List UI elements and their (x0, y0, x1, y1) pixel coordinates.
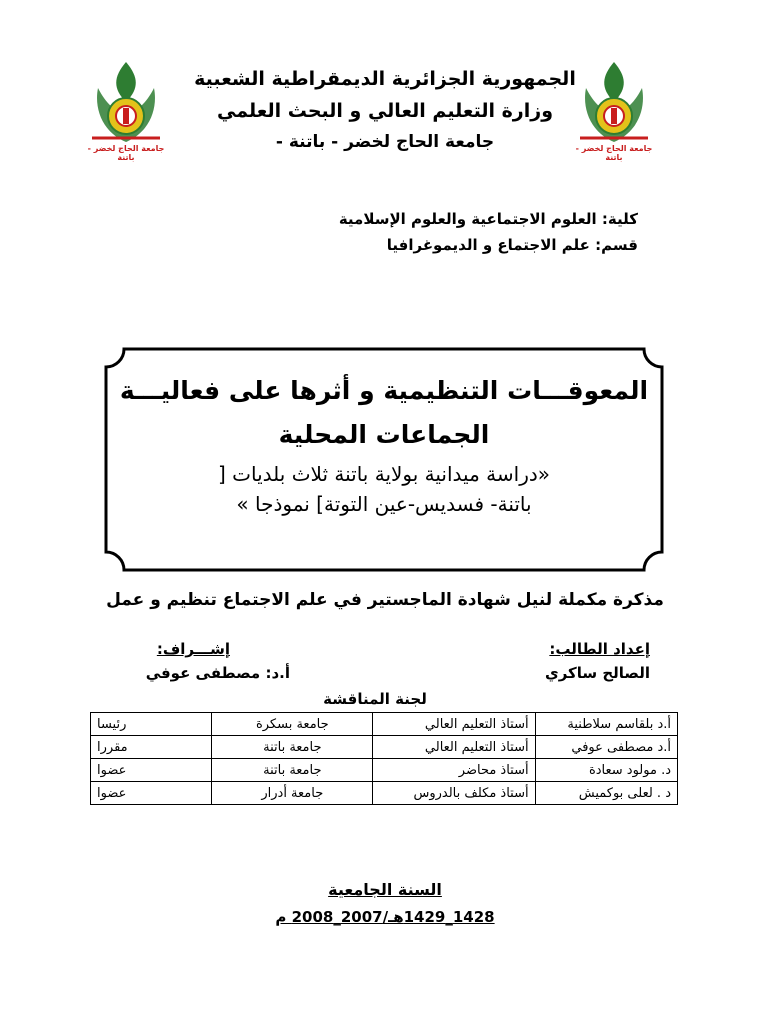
department-line (387, 236, 638, 254)
member-name: أ.د مصطفى عوفي (535, 736, 677, 759)
title-line-3: «دراسة ميدانية بولاية باتنة ثلاث بلديات [ (218, 462, 550, 486)
logo-caption-left: جامعة الحاج لخضر - باتنة (87, 144, 165, 162)
supervisor-label: إشـــراف: (156, 640, 230, 658)
member-university: جامعة باتنة (212, 759, 373, 782)
title-line-2: الجماعات المحلية (278, 420, 490, 449)
member-university: جامعة باتنة (212, 736, 373, 759)
department-label: قسم: (595, 236, 638, 254)
header-ministry: وزارة التعليم العالي و البحث العلمي (217, 100, 553, 122)
faculty-line (339, 210, 638, 228)
academic-year-value: 1428_1429هـ/2007_2008 م (275, 908, 495, 926)
faculty-label: كلية: (601, 210, 638, 228)
member-university: جامعة أدرار (212, 782, 373, 805)
supervisor-name: مصطفى عوفي (145, 664, 261, 682)
member-name: د . لعلى بوكميش (535, 782, 677, 805)
header-university: جامعة الحاج لخضر - باتنة - (275, 132, 495, 152)
department-value: علم الاجتماع و الديموغرافيا (386, 236, 590, 254)
member-rank: أستاذ محاضر (373, 759, 535, 782)
student-label: إعداد الطالب: (549, 640, 650, 658)
table-row (91, 782, 678, 805)
member-rank: أستاذ مكلف بالدروس (373, 782, 535, 805)
faculty-value: العلوم الاجتماعية والعلوم الإسلامية (338, 210, 597, 228)
member-rank: أستاذ التعليم العالي (373, 736, 535, 759)
supervisor-prefix: أ.د: (265, 664, 290, 682)
logo-caption-right: جامعة الحاج لخضر - باتنة (575, 144, 653, 162)
thesis-note: مذكرة مكملة لنيل شهادة الماجستير في علم الاجتماع تنظيم و عمل (106, 590, 664, 610)
member-role: رئيسا (91, 713, 212, 736)
header-republic: الجمهورية الجزائرية الديمقراطية الشعبية (194, 68, 576, 90)
member-name: د. مولود سعادة (535, 759, 677, 782)
committee-table (90, 712, 678, 805)
academic-year-label: السنة الجامعية (328, 880, 442, 899)
supervisor-line (146, 664, 290, 682)
committee-heading: لجنة المناقشة (323, 690, 427, 708)
table-row (91, 713, 678, 736)
student-name: الصالح ساكري (544, 664, 650, 682)
member-role: عضوا (91, 782, 212, 805)
member-rank: أستاذ التعليم العالي (373, 713, 535, 736)
title-line-1: المعوقـــات التنظيمية و أثرها على فعاليـــة (119, 376, 649, 405)
university-logo-left (84, 58, 168, 166)
member-role: عضوا (91, 759, 212, 782)
title-line-4: باتنة- فسديس-عين التوتة] نموذجا » (236, 492, 532, 516)
member-name: أ.د بلقاسم سلاطنية (535, 713, 677, 736)
table-row (91, 759, 678, 782)
member-university: جامعة بسكرة (212, 713, 373, 736)
table-row (91, 736, 678, 759)
member-role: مقررا (91, 736, 212, 759)
